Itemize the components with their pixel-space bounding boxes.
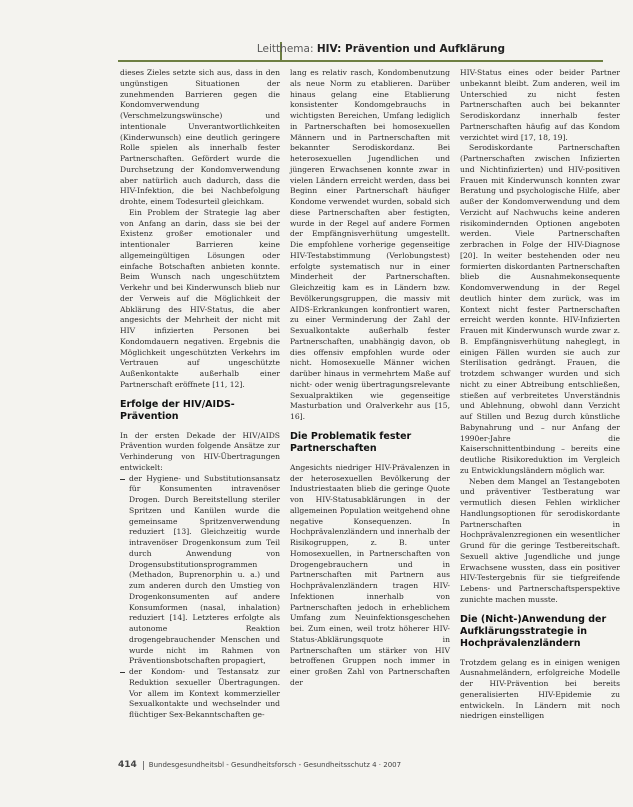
journal-citation: Bundesgesundheitsbl - Gesundheitsforsch - Gesundheitsschutz 4 · 2007 — [148, 761, 402, 769]
running-header — [257, 43, 505, 55]
list-item: der Hygiene- und Substitutionsansatz für Konsumenten intravenöser Drogen. Durch Bereitstellung steriler Spritzen und Kanülen wurde die gemeinsame Spritzenverwendung reduziert [13]. Gleichzeitig wurde intravenöser Drogenkonsum zum Teil durch Anwendung von Drogensubstitutionsprogrammen (Methadon, Buprenorphin u. a.) und zum anderen durch den Umstieg von Drogenkonsumenten auf andere Konsumformen (nasal, inhalation) reduziert [14]. Letzteres erfolgte als autonome Reaktion drogengebrauchender Menschen und wurde nicht im Rahmen von Präventionsbotschaften propagiert, — [120, 474, 280, 668]
header-topic: HIV: Prävention und Aufklärung — [316, 43, 505, 55]
paragraph: Ein Problem der Strategie lag aber von Anfang an darin, dass sie bei der Existenz großer emotionaler und intentionaler Barrieren keine allgemeingültigen Lösungen oder einfache Botschaften anbieten konnte. Beim Wunsch nach ungeschütztem Verkehr und bei Kinderwunsch blieb nur der Verweis auf die Möglichkeit der Abklärung des HIV-Status, die aber angesichts der Mehrheit der nicht mit HIV infizierten Personen bei Kondomdauern negativen. Ergebnis die Möglichkeit ungeschützten Verkehrs im Vertrauen auf ungeschützte Außenkontakte außerhalb einer Partnerschaft eröffnete [11, 12]. — [120, 207, 280, 389]
footer-separator — [143, 761, 144, 770]
paragraph: In der ersten Dekade der HIV/AIDS Prävention wurden folgende Ansätze zur Verhinderung von HIV-Übertragungen entwickelt: — [120, 430, 280, 472]
list-item: der Kondom- und Testansatz zur Reduktion sexueller Übertragungen. Vor allem im Kontext kommerzieller Sexualkontakte und wechselnder und flüchtiger Sex-Bekanntschaften ge- — [120, 667, 280, 721]
paragraph: Angesichts niedriger HIV-Prävalenzen in der heterosexuellen Bevölkerung der Industriestaaten blieb die geringe Quote von HIV-Statusabklärungen in der allgemeinen Population weitgehend ohne negative Konsequenzen. In Hochprävalenzländern und innerhalb der Risikogruppen, z. B. unter Homosexuellen, in Partnerschaften von Drogengebrauchern und in Partnerschaften mit Partnern aus Hochprävalenzländern tragen HIV-Infektionen innerhalb von Partnerschaften jedoch in erheblichem Umfang zum Neuinfektionsgeschehen bei. Zum einen, weil trotz höherer HIV-Status-Abklärungsquote in Partnerschaften um stärker von HIV betroffenen Gruppen noch immer in einer großen Zahl von Partnerschaften der — [290, 462, 450, 687]
page-number: 414 — [118, 760, 137, 770]
bullet-list — [120, 474, 280, 721]
section-heading: Die Problematik fester Partnerschaften — [290, 430, 412, 454]
paragraph: dieses Zieles setzte sich aus, dass in den ungünstigen Situationen der zunehmenden Barrieren gegen die Kondomverwendung (Verschmelzungswünsche) und intentionale Unverantwortlichkeiten (Kinderwunsch) eine deutlich geringere Rolle spielen als innerhalb fester Partnerschaften. Gefördert wurde die Durchsetzung der Kondomverwendung aber natürlich auch dadurch, dass die HIV-Infektion, die bei Nachbefolgung drohte, einem Todesurteil gleichkam. — [120, 68, 280, 206]
column-1 — [120, 68, 280, 721]
column-3 — [460, 68, 620, 722]
column-2 — [290, 68, 450, 689]
page-footer — [118, 760, 401, 770]
section-heading: Erfolge der HIV/AIDS-Prävention — [120, 398, 235, 422]
header-lead: Leitthema: — [256, 43, 314, 55]
paragraph: Serodiskordante Partnerschaften (Partnerschaften zwischen Infizierten und Nichtinfizierten) und HIV-positiven Frauen mit Kinderwunsch konnten zwar Beratung und psychologische Hilfe, aber außer der Kondomverwendung und dem Verzicht auf Nachwuchs keine anderen risikomindernden Optionen angeboten werden. Viele Partnerschaften zerbrachen in Folge der HIV-Diagnose [20]. In weiter bestehenden oder neu formierten diskordanten Partnerschaften blieb die Ausnahmekonsequente Kondomverwendung in der Regel deutlich hinter dem zurück, was im Kontext nicht fester Partnerschaften erreicht werden konnte. HIV-Infizierten Frauen mit Kinderwunsch wurde zwar z. B. Empfängnisverhütung naheglegt, in einigen Fällen wurden sie auch zur Sterilisation gedrängt. Frauen, die trotzdem schwanger wurden und sich nicht zu einer Abtreibung entschließen, stießen auf verbreitetes Unverständnis und Ablehnung, obwohl dann Verzicht auf Stillen und Bezug durch künstliche Babynahrung und – nur Anfang der 1990er-Jahre die Kaiserschnittentbindung – bereits eine deutliche Risikoreduktion im Vergleich zu Entwicklungsländern möglich war. — [460, 143, 620, 475]
paragraph: lang es relativ rasch, Kondombenutzung als neue Norm zu etablieren. Darüber hinaus gelang eine Etablierung konsistenter Kondomgebrauchs in wichtigsten Bereichen, Umfang lediglich in Partnerschaften bei homosexuellen Männern und in Partnerschaften mit bekannter Serodiskordanz. Bei heterosexuellen Jugendlichen und jüngeren Erwachsenen konnte zwar in vielen Ländern erreicht werden, dass bei Beginn einer Partnerschaft häufiger Kondome verwendet wurden, sobald sich diese Partnerschaften aber festigten, wurde in der Regel auf andere Formen der Empfängnisverhütung umgestellt. Die empfohlene vorherige gegenseitige HIV-Testabstimmung (Verlobungstest) erfolgte systematisch nur in einer Minderheit der Partnerschaften. Gleichzeitig kam es in Ländern bzw. Bevölkerungsgruppen, die massiv mit AIDS-Erkrankungen konfrontiert waren, zu einer Verminderung der Zahl der Sexualkontakte außerhalb fester Partnerschaften, unabhängig davon, ob dies offensiv empfohlen wurde oder nicht. Homosexuelle Männer wichen darüber hinaus in vermehrtem Maße auf nicht- oder wenig übertragungsrelevante Sexualpraktiken wie gegenseitige Masturbation und Oralverkehr aus [15, 16]. — [290, 68, 450, 421]
paragraph: HIV-Status eines oder beider Partner unbekannt bleibt. Zum anderen, weil im Unterschied zu nicht festen Partnerschaften auch bei bekannter Serodiskordanz innerhalb fester Partnerschaften häufig auf das Kondom verzichtet wird [17, 18, 19]. — [460, 68, 620, 142]
section-heading: Die (Nicht-)Anwendung der Aufklärungsstrategie in Hochprävalenzländern — [460, 613, 607, 649]
header-rule — [118, 60, 603, 62]
paragraph: Neben dem Mangel an Testangeboten und präventiver Testberatung war vermutlich diesen Fehlen wirklicher Handlungsoptionen für serodiskordante Partnerschaften in Hochprävalenzregionen ein wesentlicher Grund für die geringe Testbereitschaft. Sexuell aktive Jugendliche und junge Erwachsene wussten, dass ein positiver HIV-Testergebnis für sie tiefgreifende Lebens- und Partnerschaftsperspektive zunichte machen musste. — [460, 476, 620, 604]
paragraph: Trotzdem gelang es in einigen wenigen Ausnahmeländern, erfolgreiche Modelle der HIV-Prävention bei bereits generalisierten HIV-Epidemie zu entwickeln. In Ländern mit noch niedrigen einstelligen — [460, 657, 620, 721]
